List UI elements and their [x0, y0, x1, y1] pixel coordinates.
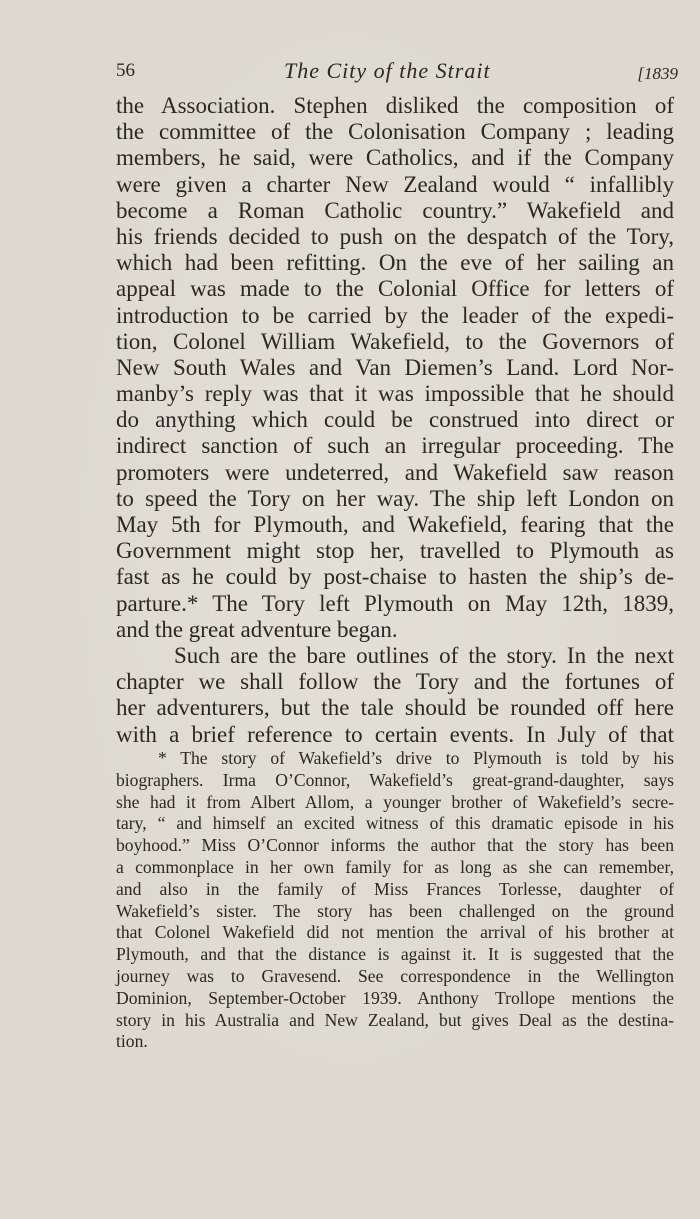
body-line: Government might stop her, travelled to Plymouth as — [116, 538, 674, 564]
body-line: manby’s reply was that it was impossible that he should — [116, 381, 674, 407]
footnote-line: journey was to Gravesend. See correspondence in the Wellington — [116, 965, 674, 986]
footnote-line: Wakefield’s sister. The story has been challenged on the ground — [116, 900, 674, 921]
footnote-line: biographers. Irma O’Connor, Wakefield’s great-grand-daughter, says — [116, 769, 674, 790]
body-line: with a brief reference to certain events. In July of that — [116, 721, 674, 747]
footnote-line: tary, “ and himself an excited witness of this dramatic episode in his — [116, 813, 674, 834]
running-title: The City of the Strait — [284, 58, 491, 83]
body-line: tion, Colonel William Wakefield, to the Governors of — [116, 328, 674, 354]
page-number: 56 — [116, 60, 135, 81]
body-text — [116, 93, 674, 748]
body-line: her adventurers, but the tale should be rounded off here — [116, 695, 674, 721]
footnote-line: and also in the family of Miss Frances Torlesse, daughter of — [116, 878, 674, 899]
body-line: appeal was made to the Colonial Office for letters of — [116, 276, 674, 302]
body-line: become a Roman Catholic country.” Wakefield and — [116, 197, 674, 223]
body-line: and the great adventure began. — [116, 616, 398, 642]
body-line: which had been refitting. On the eve of her sailing an — [116, 250, 674, 276]
footnote — [116, 748, 674, 1053]
body-line: New South Wales and Van Diemen’s Land. Lord Nor- — [116, 354, 674, 380]
body-line: chapter we shall follow the Tory and the fortunes of — [116, 669, 674, 695]
body-line: promoters were undeterred, and Wakefield saw reason — [116, 459, 674, 485]
footnote-line: Dominion, September-October 1939. Anthony Trollope mentions the — [116, 987, 674, 1008]
body-line: to speed the Tory on her way. The ship left London on — [116, 485, 674, 511]
body-line: parture.* The Tory left Plymouth on May 12th, 1839, — [116, 590, 674, 616]
footnote-line: Plymouth, and that the distance is against it. It is suggested that the — [116, 944, 674, 965]
body-line: May 5th for Plymouth, and Wakefield, fearing that the — [116, 512, 674, 537]
body-line: members, he said, were Catholics, and if the Company — [116, 145, 674, 171]
footnote-line: that Colonel Wakefield did not mention the arrival of his brother at — [116, 922, 674, 943]
footnote-line: a commonplace in her own family for as long as she can remember, — [116, 856, 674, 877]
footnote-line: story in his Australia and New Zealand, but gives Deal as the destina- — [116, 1009, 674, 1030]
footnote-line: she had it from Albert Allom, a younger brother of Wakefield’s secre- — [116, 791, 674, 812]
body-line: the Association. Stephen disliked the composition of — [116, 93, 674, 118]
body-line: do anything which could be construed into direct or — [116, 407, 674, 433]
footnote-line: * The story of Wakefield’s drive to Plymouth is told by his — [158, 748, 674, 768]
body-line: his friends decided to push on the despatch of the Tory, — [116, 223, 674, 249]
body-line: introduction to be carried by the leader of the expedi- — [116, 302, 674, 328]
footnote-line: tion. — [116, 1031, 148, 1052]
body-line: Such are the bare outlines of the story. In the next — [174, 642, 674, 668]
body-line: fast as he could by post-chaise to hasten the ship’s de- — [116, 564, 674, 590]
body-line: the committee of the Colonisation Company ; leading — [116, 119, 674, 145]
body-line: indirect sanction of such an irregular proceeding. The — [116, 433, 674, 459]
footnote-line: boyhood.” Miss O’Connor informs the author that the story has been — [116, 835, 674, 856]
running-head — [116, 58, 678, 88]
body-line: were given a charter New Zealand would “ infallibly — [116, 171, 674, 197]
running-year: [1839 — [637, 64, 678, 83]
